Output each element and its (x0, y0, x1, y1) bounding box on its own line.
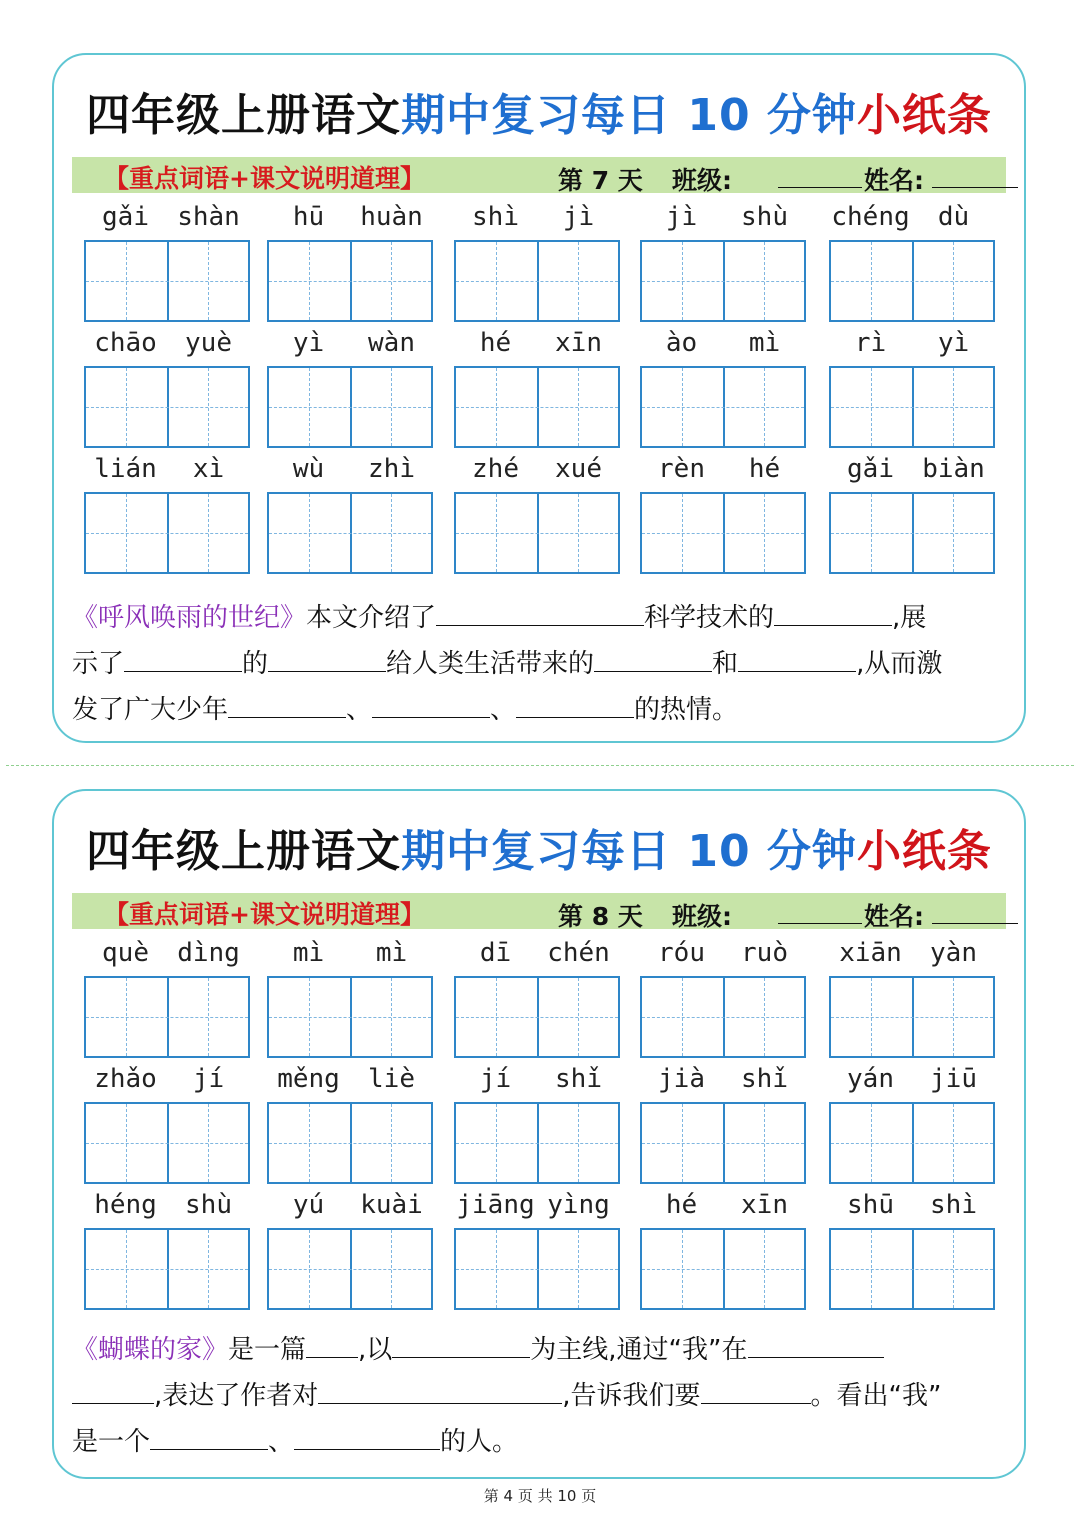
pinyin-syllable: liè (368, 1064, 415, 1094)
grid-guide (642, 407, 804, 408)
pinyin-syllable: shù (185, 1190, 232, 1220)
pinyin-syllable: mì (375, 938, 408, 968)
pinyin-label (454, 1186, 620, 1226)
grid-guide (456, 1017, 618, 1018)
pinyin-syllable: héng (94, 1190, 157, 1220)
grid-guide (642, 1269, 804, 1270)
writing-grid[interactable] (84, 492, 250, 574)
worksheet-card-day7 (52, 53, 1026, 743)
answer-blank[interactable] (318, 1381, 562, 1404)
pinyin-syllable: yuè (185, 328, 232, 358)
grid-guide (831, 533, 993, 534)
pinyin-syllable: rì (854, 328, 887, 358)
writing-grid[interactable] (267, 1102, 433, 1184)
pinyin-label (640, 934, 806, 974)
pinyin-syllable: hé (479, 328, 512, 358)
answer-blank[interactable] (392, 1335, 530, 1358)
pinyin-label (454, 450, 620, 490)
grid-guide (642, 1017, 804, 1018)
writing-grid[interactable] (267, 240, 433, 322)
pinyin-syllable: wù (292, 454, 325, 484)
writing-grid[interactable] (267, 366, 433, 448)
grid-guide (456, 1143, 618, 1144)
pinyin-label (829, 450, 995, 490)
grid-guide (456, 407, 618, 408)
pinyin-label (84, 324, 250, 364)
grid-guide (831, 281, 993, 282)
grid-guide (831, 1143, 993, 1144)
grid-guide (642, 1143, 804, 1144)
pinyin-label (267, 934, 433, 974)
pinyin-label (640, 198, 806, 238)
writing-grid[interactable] (454, 1102, 620, 1184)
writing-grid[interactable] (829, 1102, 995, 1184)
writing-grid[interactable] (267, 976, 433, 1058)
answer-blank[interactable] (748, 1335, 884, 1358)
pinyin-syllable: chāo (94, 328, 157, 358)
grid-guide (456, 1269, 618, 1270)
answer-blank[interactable] (436, 603, 644, 626)
pinyin-label (84, 1060, 250, 1100)
writing-grid[interactable] (829, 366, 995, 448)
pinyin-syllable: jiāng (456, 1190, 535, 1220)
answer-blank[interactable] (701, 1381, 811, 1404)
worksheet-card-day8 (52, 789, 1026, 1479)
pinyin-syllable: zhé (472, 454, 519, 484)
pinyin-label (640, 1186, 806, 1226)
writing-grid[interactable] (640, 492, 806, 574)
grid-guide (269, 1143, 431, 1144)
answer-blank[interactable] (124, 649, 242, 672)
pinyin-label (267, 1186, 433, 1226)
pinyin-label (640, 1060, 806, 1100)
pinyin-syllable: shū (847, 1190, 894, 1220)
class-label: 班级: (672, 166, 732, 195)
grid-guide (642, 533, 804, 534)
day-label: 第 7 天 (558, 166, 643, 195)
answer-blank[interactable] (306, 1335, 358, 1358)
pinyin-label (267, 198, 433, 238)
writing-grid[interactable] (640, 1228, 806, 1310)
writing-grid[interactable] (84, 366, 250, 448)
pinyin-syllable: huàn (360, 202, 423, 232)
grid-guide (86, 281, 248, 282)
pinyin-syllable: xīn (741, 1190, 788, 1220)
pinyin-syllable: mì (748, 328, 781, 358)
pinyin-syllable: hū (292, 202, 325, 232)
pinyin-syllable: ruò (741, 938, 788, 968)
class-blank[interactable] (778, 187, 862, 188)
pinyin-syllable: shǐ (555, 1064, 602, 1094)
pinyin-syllable: shǐ (741, 1064, 788, 1094)
pinyin-label (454, 934, 620, 974)
pinyin-label (640, 324, 806, 364)
writing-grid[interactable] (454, 492, 620, 574)
grid-guide (642, 281, 804, 282)
topic-label: 【重点词语+课文说明道理】 (104, 900, 425, 929)
pinyin-syllable: hé (748, 454, 781, 484)
pinyin-syllable: chéng (831, 202, 910, 232)
answer-blank[interactable] (372, 695, 490, 718)
worksheet-title: 四年级上册语文期中复习每日 10 分钟小纸条 (86, 90, 992, 141)
pinyin-syllable: dī (479, 938, 512, 968)
pinyin-label (267, 324, 433, 364)
page-footer: 第 4 页 共 10 页 (483, 1487, 597, 1505)
grid-guide (86, 1143, 248, 1144)
writing-grid[interactable] (829, 1228, 995, 1310)
worksheet-title: 四年级上册语文期中复习每日 10 分钟小纸条 (86, 826, 992, 877)
grid-guide (86, 533, 248, 534)
grid-guide (86, 407, 248, 408)
pinyin-label (84, 198, 250, 238)
grid-guide (86, 1269, 248, 1270)
pinyin-syllable: dìng (177, 938, 240, 968)
pinyin-syllable: yìng (547, 1190, 610, 1220)
answer-blank[interactable] (72, 1381, 154, 1404)
passage: 《蝴蝶的家》是一篇 ,以 为主线,通过“我”在 ,表达了作者对 ,告诉我们要 。看出“我” 是一个 、 的人。 (72, 1335, 942, 1457)
pinyin-syllable: yàn (930, 938, 977, 968)
grid-guide (269, 407, 431, 408)
pinyin-syllable: shù (741, 202, 788, 232)
pinyin-syllable: jià (658, 1064, 705, 1094)
pinyin-syllable: jiū (930, 1064, 977, 1094)
answer-blank[interactable] (228, 695, 346, 718)
grid-guide (269, 1269, 431, 1270)
pinyin-syllable: ào (665, 328, 698, 358)
writing-grid[interactable] (84, 1102, 250, 1184)
pinyin-syllable: zhǎo (94, 1064, 157, 1094)
writing-grid[interactable] (454, 976, 620, 1058)
writing-grid[interactable] (454, 1228, 620, 1310)
pinyin-syllable: xì (192, 454, 225, 484)
pinyin-syllable: shàn (177, 202, 240, 232)
pinyin-syllable: lián (94, 454, 157, 484)
answer-blank[interactable] (150, 1427, 268, 1450)
pinyin-syllable: jì (562, 202, 595, 232)
pinyin-syllable: měng (277, 1064, 340, 1094)
grid-guide (831, 407, 993, 408)
pinyin-label (640, 450, 806, 490)
grid-guide (831, 1017, 993, 1018)
pinyin-label (454, 324, 620, 364)
topic-label: 【重点词语+课文说明道理】 (104, 164, 425, 193)
answer-blank[interactable] (294, 1427, 440, 1450)
class-label: 班级: (672, 902, 732, 931)
pinyin-syllable: xué (555, 454, 602, 484)
pinyin-syllable: shì (930, 1190, 977, 1220)
pinyin-label (84, 1186, 250, 1226)
name-blank[interactable] (932, 187, 1018, 188)
pinyin-syllable: mì (292, 938, 325, 968)
pinyin-syllable: yì (937, 328, 970, 358)
pinyin-syllable: gǎi (102, 202, 149, 232)
pinyin-label (829, 934, 995, 974)
writing-grid[interactable] (267, 492, 433, 574)
answer-blank[interactable] (594, 649, 712, 672)
info-band (72, 157, 1006, 193)
grid-guide (269, 1017, 431, 1018)
pinyin-syllable: shì (472, 202, 519, 232)
pinyin-syllable: zhì (368, 454, 415, 484)
pinyin-syllable: chén (547, 938, 610, 968)
class-blank[interactable] (778, 923, 862, 924)
answer-blank[interactable] (774, 603, 892, 626)
day-label: 第 8 天 (558, 902, 643, 931)
pinyin-syllable: xīn (555, 328, 602, 358)
pinyin-label (829, 198, 995, 238)
pinyin-syllable: róu (658, 938, 705, 968)
pinyin-syllable: hé (665, 1190, 698, 1220)
pinyin-syllable: què (102, 938, 149, 968)
pinyin-label (454, 1060, 620, 1100)
name-label: 姓名: (864, 902, 924, 931)
pinyin-syllable: yán (847, 1064, 894, 1094)
pinyin-syllable: biàn (922, 454, 985, 484)
answer-blank[interactable] (268, 649, 386, 672)
writing-grid[interactable] (640, 240, 806, 322)
pinyin-label (84, 450, 250, 490)
grid-guide (86, 1017, 248, 1018)
writing-grid[interactable] (640, 1102, 806, 1184)
pinyin-syllable: yì (292, 328, 325, 358)
writing-grid[interactable] (829, 976, 995, 1058)
pinyin-label (267, 450, 433, 490)
pinyin-label (829, 1060, 995, 1100)
pinyin-label (829, 324, 995, 364)
grid-guide (269, 281, 431, 282)
writing-grid[interactable] (829, 492, 995, 574)
writing-grid[interactable] (84, 976, 250, 1058)
answer-blank[interactable] (738, 649, 856, 672)
grid-guide (456, 533, 618, 534)
pinyin-label (84, 934, 250, 974)
pinyin-syllable: wàn (368, 328, 415, 358)
writing-grid[interactable] (84, 1228, 250, 1310)
writing-grid[interactable] (454, 240, 620, 322)
pinyin-syllable: gǎi (847, 454, 894, 484)
pinyin-syllable: rèn (658, 454, 705, 484)
grid-guide (269, 533, 431, 534)
pinyin-syllable: jí (192, 1064, 225, 1094)
writing-grid[interactable] (454, 366, 620, 448)
pinyin-label (267, 1060, 433, 1100)
cut-line (6, 765, 1074, 766)
book-title: 《蝴蝶的家》 (72, 1335, 229, 1365)
book-title: 《呼风唤雨的世纪》 (72, 603, 307, 633)
pinyin-syllable: jì (665, 202, 698, 232)
writing-grid[interactable] (267, 1228, 433, 1310)
passage: 《呼风唤雨的世纪》本文介绍了 科学技术的 ,展 示了 的 给人类生活带来的 和 ,从而激 发了广大少年 、 、 的热情。 (72, 603, 943, 725)
pinyin-syllable: yú (292, 1190, 325, 1220)
writing-grid[interactable] (829, 240, 995, 322)
pinyin-syllable: kuài (360, 1190, 423, 1220)
pinyin-label (829, 1186, 995, 1226)
info-band (72, 893, 1006, 929)
grid-guide (456, 281, 618, 282)
pinyin-label (454, 198, 620, 238)
name-label: 姓名: (864, 166, 924, 195)
pinyin-syllable: dù (937, 202, 970, 232)
writing-grid[interactable] (640, 366, 806, 448)
name-blank[interactable] (932, 923, 1018, 924)
writing-grid[interactable] (640, 976, 806, 1058)
writing-grid[interactable] (84, 240, 250, 322)
answer-blank[interactable] (516, 695, 634, 718)
pinyin-syllable: jí (479, 1064, 512, 1094)
pinyin-syllable: xiān (839, 938, 902, 968)
grid-guide (831, 1269, 993, 1270)
